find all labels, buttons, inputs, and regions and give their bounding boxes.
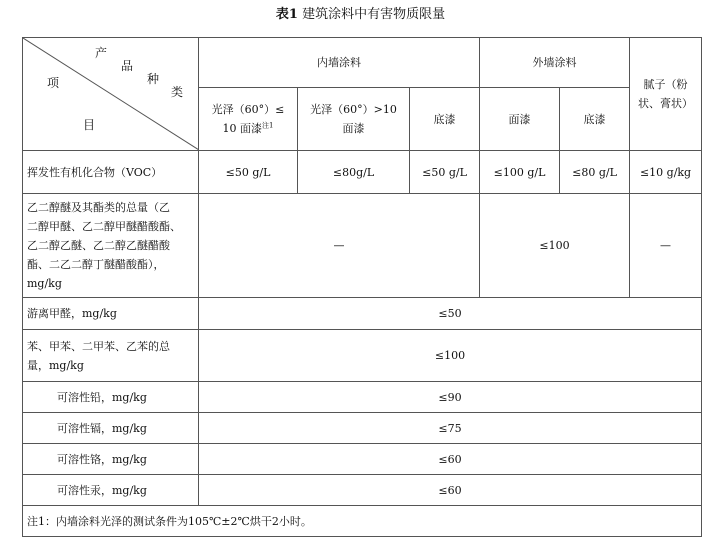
header-char: 类: [171, 85, 184, 99]
row-header-char: 目: [83, 118, 96, 132]
group-putty: 腻子（粉状、膏状）: [630, 38, 702, 151]
header-row-1: [23, 38, 702, 88]
subheader-gloss-gt: 光泽（60°）>10 面漆: [298, 88, 410, 151]
header-char: 产: [95, 46, 108, 60]
header-char: 品: [121, 59, 134, 73]
table-cell: —: [630, 194, 702, 298]
table-cell: ≤100: [480, 194, 630, 298]
footnote-mark: 注1: [262, 121, 274, 130]
table-cell: —: [199, 194, 480, 298]
table-number: 表1: [275, 7, 298, 22]
table-cell: ≤80g/L: [298, 151, 410, 194]
header-char: 种: [147, 72, 160, 86]
table-cell: ≤100: [199, 330, 702, 382]
table-cell: ≤90: [199, 382, 702, 413]
group-interior: 内墙涂料: [199, 38, 480, 88]
table-cell: ≤75: [199, 413, 702, 444]
row-label-glycol: 乙二醇醚及其酯类的总量（乙 二醇甲醚、乙二醇甲醚醋酸酯、 乙二醇乙醚、乙二醇乙醚醋酸 酯、二乙二醇丁醚醋酸酯）， mg/kg: [23, 194, 199, 298]
table-row: [23, 444, 702, 475]
row-label-voc: 挥发性有机化合物（VOC）: [23, 151, 199, 194]
subheader-gloss-le: 光泽（60°）≤ 10 面漆$^{注1}$: [199, 88, 298, 151]
table-cell: ≤60: [199, 444, 702, 475]
table-row: [23, 330, 702, 382]
table-cell: ≤50 g/L: [199, 151, 298, 194]
row-label-formaldehyde: 游离甲醛，mg/kg: [23, 298, 199, 330]
limits-table: [22, 37, 702, 537]
table-cell: ≤50 g/L: [410, 151, 480, 194]
table-row: [23, 413, 702, 444]
table-row: [23, 194, 702, 298]
table-note: 注1：内墙涂料光泽的测试条件为105℃±2℃烘干2小时。: [23, 506, 702, 537]
table-cell: ≤100 g/L: [480, 151, 560, 194]
row-label-cadmium: 可溶性镉，mg/kg: [23, 413, 199, 444]
diagonal-header-cell: [23, 38, 199, 151]
row-label-lead: 可溶性铅，mg/kg: [23, 382, 199, 413]
subheader-primer-interior: 底漆: [410, 88, 480, 151]
table-cell: ≤80 g/L: [560, 151, 630, 194]
table-row: [23, 475, 702, 506]
table-row: [23, 151, 702, 194]
row-header-char: 项: [47, 76, 60, 90]
table-row: [23, 298, 702, 330]
table-title: [0, 4, 721, 26]
row-label-chromium: 可溶性铬，mg/kg: [23, 444, 199, 475]
subheader-topcoat-exterior: 面漆: [480, 88, 560, 151]
row-label-mercury: 可溶性汞，mg/kg: [23, 475, 199, 506]
table-cell: ≤60: [199, 475, 702, 506]
table-row: [23, 382, 702, 413]
row-label-benzene: 苯、甲苯、二甲苯、乙苯的总 量，mg/kg: [23, 330, 199, 382]
note-row: [23, 506, 702, 537]
group-exterior: 外墙涂料: [480, 38, 630, 88]
subheader-primer-exterior: 底漆: [560, 88, 630, 151]
table-cell: ≤50: [199, 298, 702, 330]
table-title-text: 建筑涂料中有害物质限量: [302, 7, 446, 22]
table-cell: ≤10 g/kg: [630, 151, 702, 194]
